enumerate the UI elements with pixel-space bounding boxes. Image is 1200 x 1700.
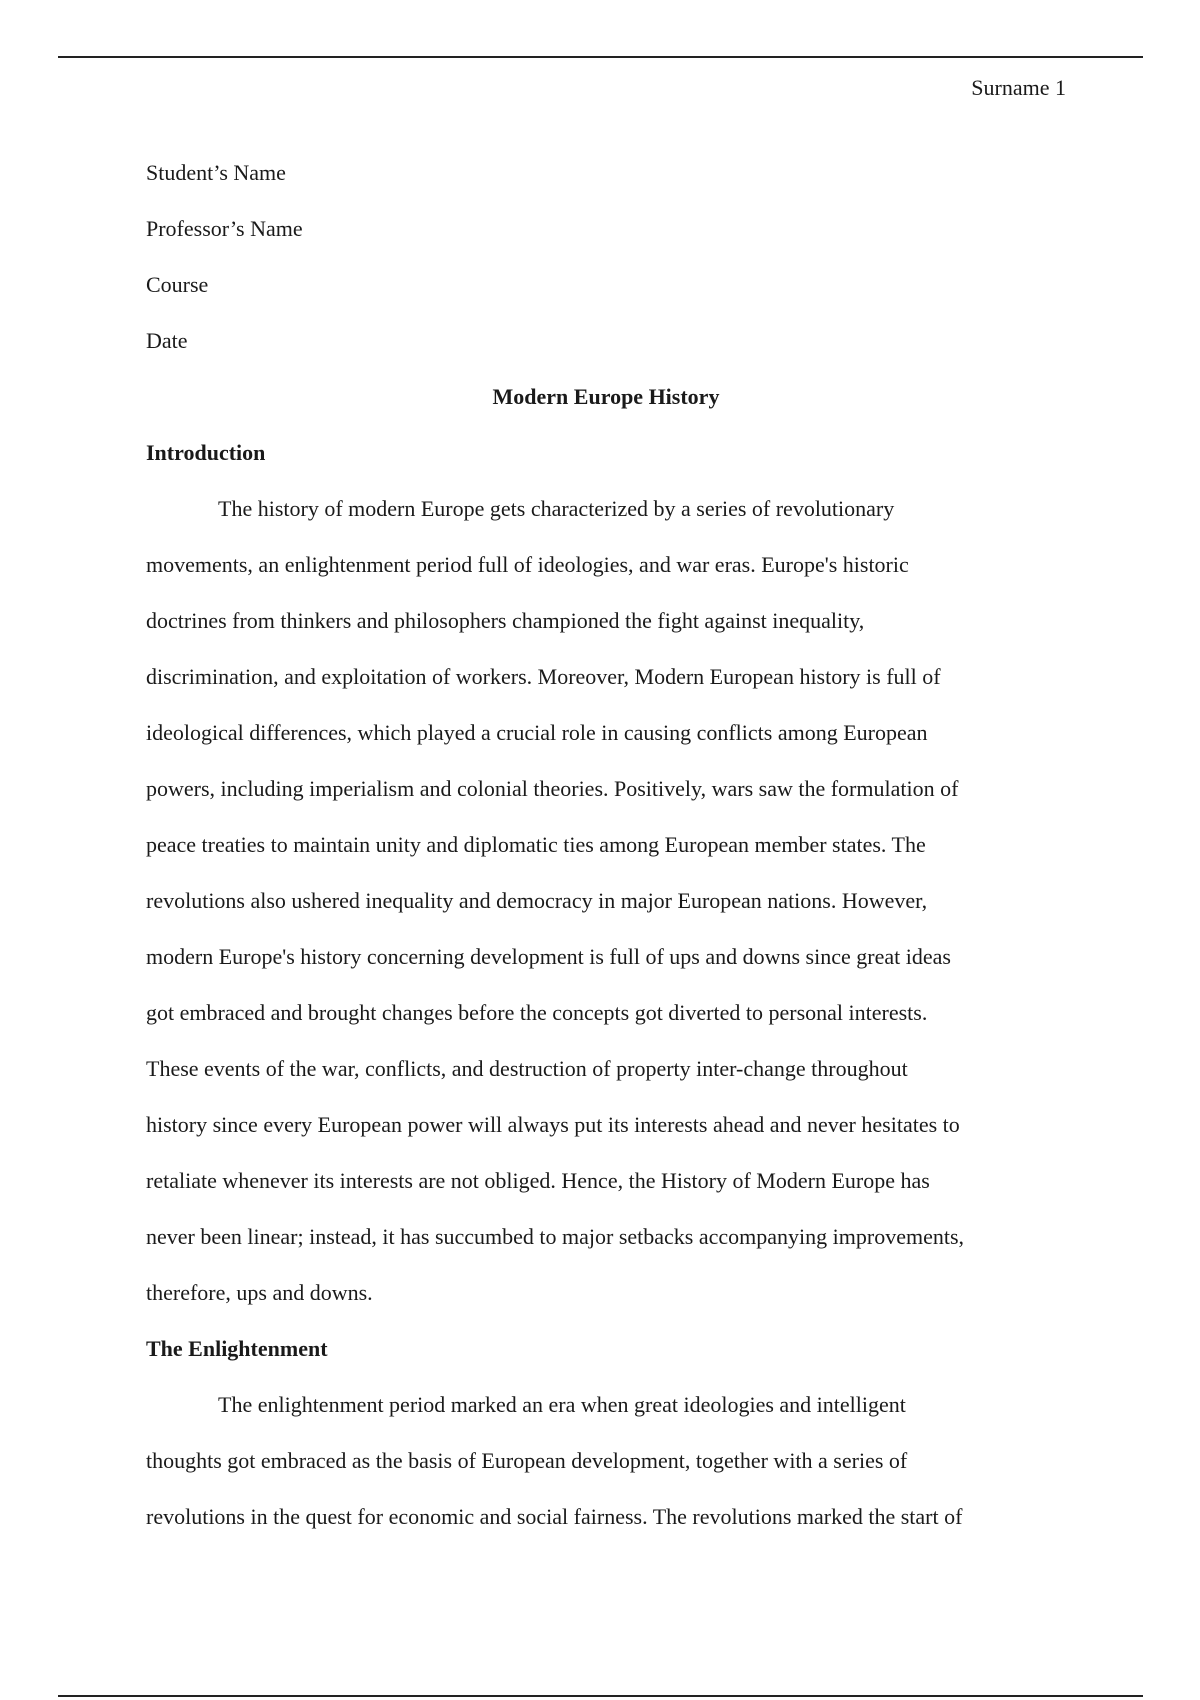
running-head: Surname 1 [971,75,1066,100]
document-title: Modern Europe History [492,384,720,409]
paragraph-line: ideological differences, which played a crucial role in causing conflicts among European [146,720,928,745]
paragraph-line: movements, an enlightenment period full of ideologies, and war eras. Europe's historic [146,552,909,577]
paragraph-line: discrimination, and exploitation of workers. Moreover, Modern European history is full of [146,664,941,689]
document-body [146,145,1066,1545]
student-name: Student’s Name [146,160,286,185]
date-line: Date [146,328,188,353]
paragraph-line: doctrines from thinkers and philosophers championed the fight against inequality, [146,608,865,633]
section-heading-enlightenment: The Enlightenment [146,1336,328,1361]
paragraph-line: powers, including imperialism and colonial theories. Positively, wars saw the formulation of [146,776,959,801]
top-page-border [58,56,1143,58]
paragraph-line: The history of modern Europe gets characterized by a series of revolutionary [218,496,895,521]
paragraph-line: thoughts got embraced as the basis of European development, together with a series of [146,1448,908,1473]
paragraph-line: therefore, ups and downs. [146,1280,373,1305]
paragraph-introduction [146,481,1066,1321]
course-name: Course [146,272,209,297]
paragraph-line: never been linear; instead, it has succumbed to major setbacks accompanying improvements, [146,1224,965,1249]
paragraph-line: revolutions also ushered inequality and democracy in major European nations. However, [146,888,928,913]
paragraph-line: history since every European power will always put its interests ahead and never hesitates to [146,1112,960,1137]
paragraph-line: These events of the war, conflicts, and destruction of property inter-change throughout [146,1056,908,1081]
section-heading-introduction: Introduction [146,440,266,465]
paragraph-line: modern Europe's history concerning development is full of ups and downs since great ideas [146,944,951,969]
paragraph-line: retaliate whenever its interests are not obliged. Hence, the History of Modern Europe has [146,1168,930,1193]
paragraph-line: The enlightenment period marked an era when great ideologies and intelligent [218,1392,906,1417]
bottom-page-border [58,1695,1143,1697]
paragraph-enlightenment [146,1377,1066,1545]
professor-name: Professor’s Name [146,216,303,241]
paragraph-line: got embraced and brought changes before the concepts got diverted to personal interests. [146,1000,928,1025]
paragraph-line: peace treaties to maintain unity and diplomatic ties among European member states. The [146,832,926,857]
paragraph-line: revolutions in the quest for economic and social fairness. The revolutions marked the start of [146,1504,963,1529]
